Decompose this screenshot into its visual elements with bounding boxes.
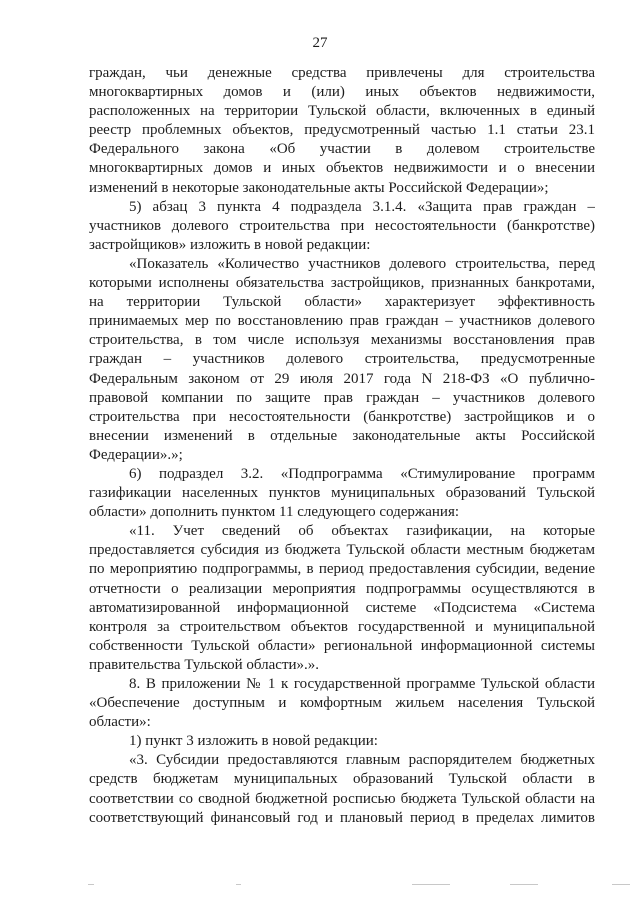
text-line: «3. Субсидии предоставляются главным распорядителем бюджетных	[129, 752, 595, 769]
text-line: реестр проблемных объектов, предусмотренный частью 1.1 статьи 23.1	[89, 122, 595, 139]
text-line: по мероприятию подпрограммы, в период предоставления субсидии, ведение	[89, 561, 595, 578]
text-line: автоматизированной информационной системе «Подсистема «Система	[89, 599, 595, 616]
scan-mark	[412, 884, 450, 885]
text-line: газификации населенных пунктов муниципальных образований Тульской	[89, 485, 595, 502]
text-line: правовой компании по защите прав граждан – участников долевого	[89, 389, 595, 406]
text-line: строительства при несостоятельности (банкротстве) застройщиков и о	[89, 408, 595, 425]
text-line: предоставляется субсидия из бюджета Тульской области местным бюджетам	[89, 542, 595, 559]
text-line: граждан, чьи денежные средства привлечены для строительства	[89, 65, 595, 81]
scan-mark	[612, 884, 630, 885]
text-line: контроля за строительством объектов государственной и муниципальной	[89, 618, 595, 635]
text-line: Федерального закона «Об участии в долевом строительстве	[89, 141, 595, 158]
text-line: граждан – участников долевого строительства, предусмотренные	[89, 351, 595, 368]
text-line: Федеральным законом от 29 июля 2017 года N 218-ФЗ «О публично-	[89, 370, 595, 387]
text-line: «Обеспечение доступным и комфортным жильем населения Тульской	[89, 695, 595, 712]
scan-artifacts	[0, 880, 640, 890]
scan-mark	[510, 884, 538, 885]
text-line: многоквартирных домов и иных объектов недвижимости и о внесении	[89, 160, 595, 177]
text-line: Федерации».»;	[89, 446, 183, 463]
text-line: соответствии со сводной бюджетной росписью бюджета Тульской области на	[89, 790, 595, 807]
text-line: 5) абзац 3 пункта 4 подраздела 3.1.4. «Защита прав граждан –	[129, 198, 595, 215]
text-line: принимаемых мер по восстановлению прав граждан – участников долевого	[89, 313, 595, 330]
text-line: многоквартирных домов и (или) иных объектов недвижимости,	[89, 84, 595, 101]
scan-mark	[88, 884, 94, 885]
text-line: собственности Тульской области» региональной информационной системы	[89, 637, 595, 654]
text-line: изменений в некоторые законодательные акты Российской Федерации»;	[89, 179, 549, 196]
text-line: «Показатель «Количество участников долевого строительства, перед	[129, 255, 595, 272]
text-line: области»:	[89, 714, 151, 731]
page-number: 27	[312, 35, 328, 51]
document-body	[89, 64, 595, 828]
text-line: 8. В приложении № 1 к государственной программе Тульской области	[129, 676, 595, 692]
text-line: на территории Тульской области» характеризует эффективность	[89, 294, 595, 311]
text-line: области» дополнить пунктом 11 следующего содержания:	[89, 504, 460, 521]
text-line: участников долевого строительства при несостоятельности (банкротстве)	[89, 217, 595, 234]
text-line: правительства Тульской области».».	[89, 656, 320, 673]
text-line: средств бюджетам муниципальных образований Тульской области в	[89, 771, 595, 788]
text-line: строительства, в том числе используя механизмы восстановления прав	[89, 332, 595, 349]
scan-mark	[236, 884, 241, 885]
text-line: отчетности о реализации мероприятия подпрограммы осуществляются в	[89, 580, 595, 597]
text-line: 6) подраздел 3.2. «Подпрограмма «Стимулирование программ	[129, 465, 595, 482]
text-line: «11. Учет сведений об объектах газификации, на которые	[129, 523, 595, 540]
text-line: которыми исполнены обязательства застройщиков, признанных банкротами,	[89, 275, 595, 292]
text-line: застройщиков» изложить в новой редакции:	[89, 236, 371, 253]
text-line: соответствующий финансовый год и плановый период в пределах лимитов	[89, 809, 595, 826]
text-line: расположенных на территории Тульской области, включенных в единый	[89, 103, 595, 120]
text-line: 1) пункт 3 изложить в новой редакции:	[129, 733, 378, 750]
text-line: внесении изменений в отдельные законодательные акты Российской	[89, 427, 595, 444]
